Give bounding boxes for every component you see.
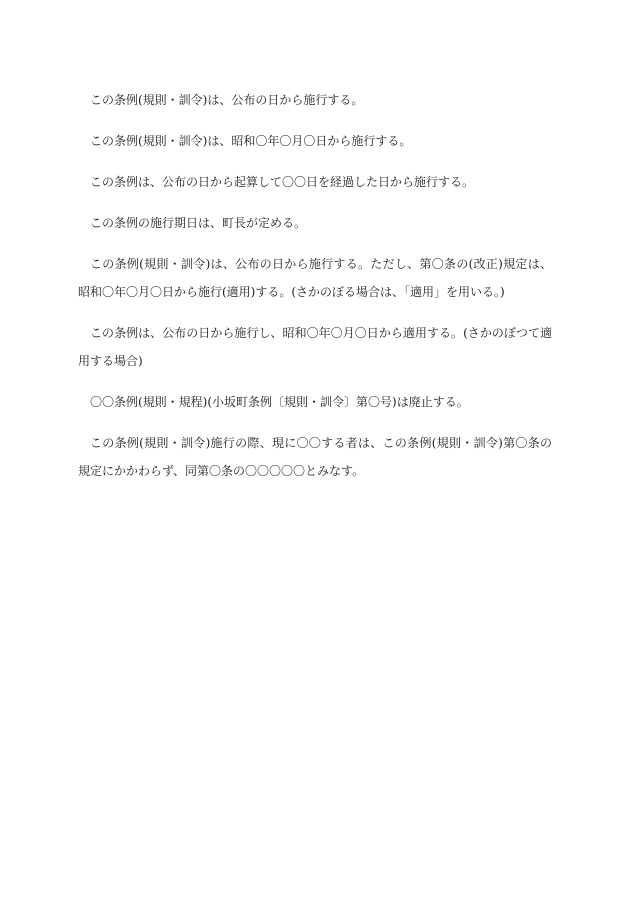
paragraph-effective-after-days: この条例は、公布の日から起算して〇〇日を経過した日から施行する。: [90, 175, 475, 189]
paragraph-effective-on-date: この条例(規則・訓令)は、昭和〇年〇月〇日から施行する。: [90, 134, 412, 148]
document-body: [78, 86, 552, 498]
paragraph-effective-on-promulgation: この条例(規則・訓令)は、公布の日から施行する。: [90, 93, 364, 107]
paragraph-retroactive-application: この条例は、公布の日から施行し、昭和〇年〇月〇日から適用する。(さかのぼつて適用する場合): [78, 326, 552, 368]
paragraph-date-set-by-mayor: この条例の施行期日は、町長が定める。: [90, 216, 307, 230]
paragraph-transitional-measure: この条例(規則・訓令)施行の際、現に〇〇する者は、この条例(規則・訓令)第〇条の規定にかかわらず、同第〇条の〇〇〇〇〇とみなす。: [78, 436, 552, 478]
paragraph-proviso-amendment: この条例(規則・訓令)は、公布の日から施行する。ただし、第〇条の(改正)規定は、昭和〇年〇月〇日から施行(適用)する。(さかのぼる場合は、「適用」を用いる。): [78, 257, 552, 299]
paragraph-repeal: 〇〇条例(規則・規程)(小坂町条例〔規則・訓令〕第〇号)は廃止する。: [90, 395, 469, 409]
